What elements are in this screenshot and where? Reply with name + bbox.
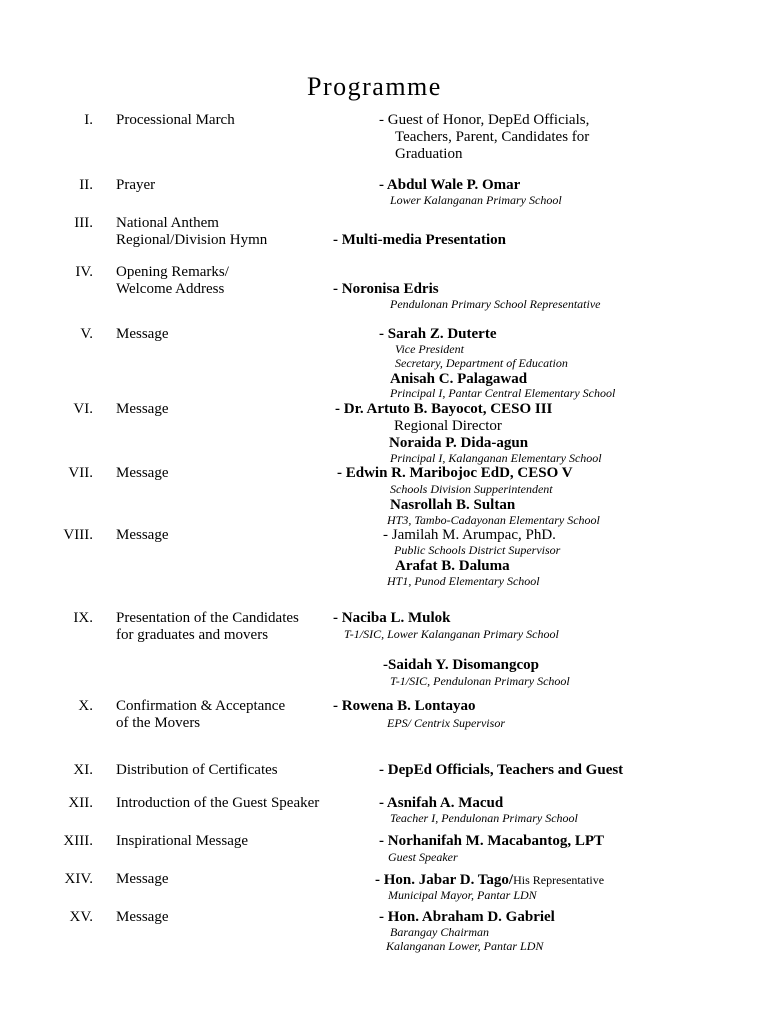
item-participant-name: - Hon. Jabar D. Tago/ (375, 872, 514, 888)
item-label: Inspirational Message (116, 833, 249, 849)
item-label: Message (116, 401, 169, 417)
item-number: VIII. (63, 527, 93, 543)
item-participant-name: Arafat B. Daluma (395, 558, 510, 574)
item-number: XII. (68, 795, 93, 811)
item-participant-role: T-1/SIC, Lower Kalanganan Primary School (344, 627, 559, 641)
item-participant-role: Pendulonan Primary School Representative (390, 297, 601, 311)
item-label: of the Movers (116, 715, 201, 731)
item-number: XIV. (64, 871, 93, 887)
item-participant-role: His Representative (513, 873, 605, 887)
item-participant-role: EPS/ Centrix Supervisor (387, 716, 505, 730)
item-label: Confirmation & Acceptance (116, 698, 286, 714)
item-participant-role: Principal I, Kalanganan Elementary School (390, 451, 602, 465)
item-participant-name: - Abdul Wale P. Omar (379, 177, 521, 193)
item-label: Message (116, 465, 169, 481)
item-label: Message (116, 527, 169, 543)
item-participant-line (375, 872, 604, 888)
item-number: V. (80, 326, 93, 342)
item-number: XI. (73, 762, 93, 778)
item-participant-name: - Norhanifah M. Macabantog, LPT (379, 833, 604, 849)
item-participant-role: Schools Division Sup‍perintendent (390, 482, 553, 496)
item-number: XV. (69, 909, 93, 925)
item-label: Presentation of the Candidates (116, 610, 299, 626)
item-number: IX. (73, 610, 93, 626)
item-label: Message (116, 326, 169, 342)
item-participant-name: - Asnifah A. Macud (379, 795, 504, 811)
item-participant-name: - Naciba L. Mulok (333, 610, 451, 626)
item-label: Processional March (116, 112, 235, 128)
item-participant: Teachers, Parent, Candidates for (395, 129, 590, 145)
item-label: Message (116, 909, 169, 925)
item-participant-role: Kalanganan Lower, Pantar LDN (386, 939, 544, 953)
item-participant-role: Lower Kalanganan Primary School (390, 193, 562, 207)
item-participant-role: Principal I, Pantar Central Elementary School (390, 386, 616, 400)
item-participant-role: Barangay Chairman (390, 925, 489, 939)
item-label: Welcome Address (116, 281, 225, 297)
item-participant-role: Teacher I, Pendulonan Primary School (390, 811, 578, 825)
item-participant: - Guest of Honor, DepEd Officials, (379, 112, 590, 128)
item-participant-role: HT1, Punod Elementary School (387, 574, 540, 588)
item-participant-name: - Edwin R. Maribojoc EdD, CESO V (337, 465, 573, 481)
item-participant-role: T-1/SIC, Pendulonan Primary School (390, 674, 570, 688)
item-number: XIII. (63, 833, 93, 849)
item-participant-role: Regional Director (394, 418, 502, 434)
item-label: Prayer (116, 177, 156, 193)
item-label: for graduates and movers (116, 627, 269, 643)
item-participant-name: - Noronisa Edris (333, 281, 439, 297)
item-number: X. (78, 698, 93, 714)
item-participant-role: HT3, Tambo-Cadayonan Elementary School (387, 513, 600, 527)
item-label: Distribution of Certificates (116, 762, 278, 778)
item-number: III. (74, 215, 93, 231)
item-participant-name: Nasrollah B. Sultan (390, 497, 516, 513)
item-participant: Graduation (395, 146, 463, 162)
page-title: Programme (307, 72, 442, 101)
item-participant-name: - Hon. Abraham D. Gabriel (379, 909, 555, 925)
item-number: II. (79, 177, 93, 193)
item-participant-name: Anisah C. Palagawad (390, 371, 528, 387)
item-label: National Anthem (116, 215, 219, 231)
item-number: IV. (75, 264, 93, 280)
item-participant-name: - Sarah Z. Duterte (379, 326, 497, 342)
item-number: VII. (68, 465, 93, 481)
item-label: Regional/Division Hymn (116, 232, 268, 248)
item-number: VI. (73, 401, 93, 417)
item-participant-name: - Rowena B. Lontayao (333, 698, 476, 714)
item-participant-name: - Multi-media Presentation (333, 232, 507, 248)
item-participant-role: Guest Speaker (388, 850, 458, 864)
item-label: Opening Remarks/ (116, 264, 229, 280)
item-participant-name: Noraida P. Dida-agun (389, 435, 529, 451)
item-participant-name: -Saidah Y. Disomangcop (383, 657, 540, 673)
item-label: Introduction of the Guest Speaker (116, 795, 320, 811)
item-participant-role: Municipal Mayor, Pantar LDN (388, 888, 537, 902)
item-participant-name: - Dr. Artuto B. Bayocot, CESO III (335, 401, 553, 417)
item-participant-name: - Jamilah M. Arumpac, PhD. (383, 527, 556, 543)
item-participant-role: Vice President (395, 342, 464, 356)
item-label: Message (116, 871, 169, 887)
item-participant-name: - DepEd Officials, Teachers and Guest (379, 762, 624, 778)
item-number: I. (84, 112, 93, 128)
item-participant-role: Secretary, Department of Education (395, 356, 568, 370)
item-participant-role: Public Schools District Supervisor (394, 543, 561, 557)
